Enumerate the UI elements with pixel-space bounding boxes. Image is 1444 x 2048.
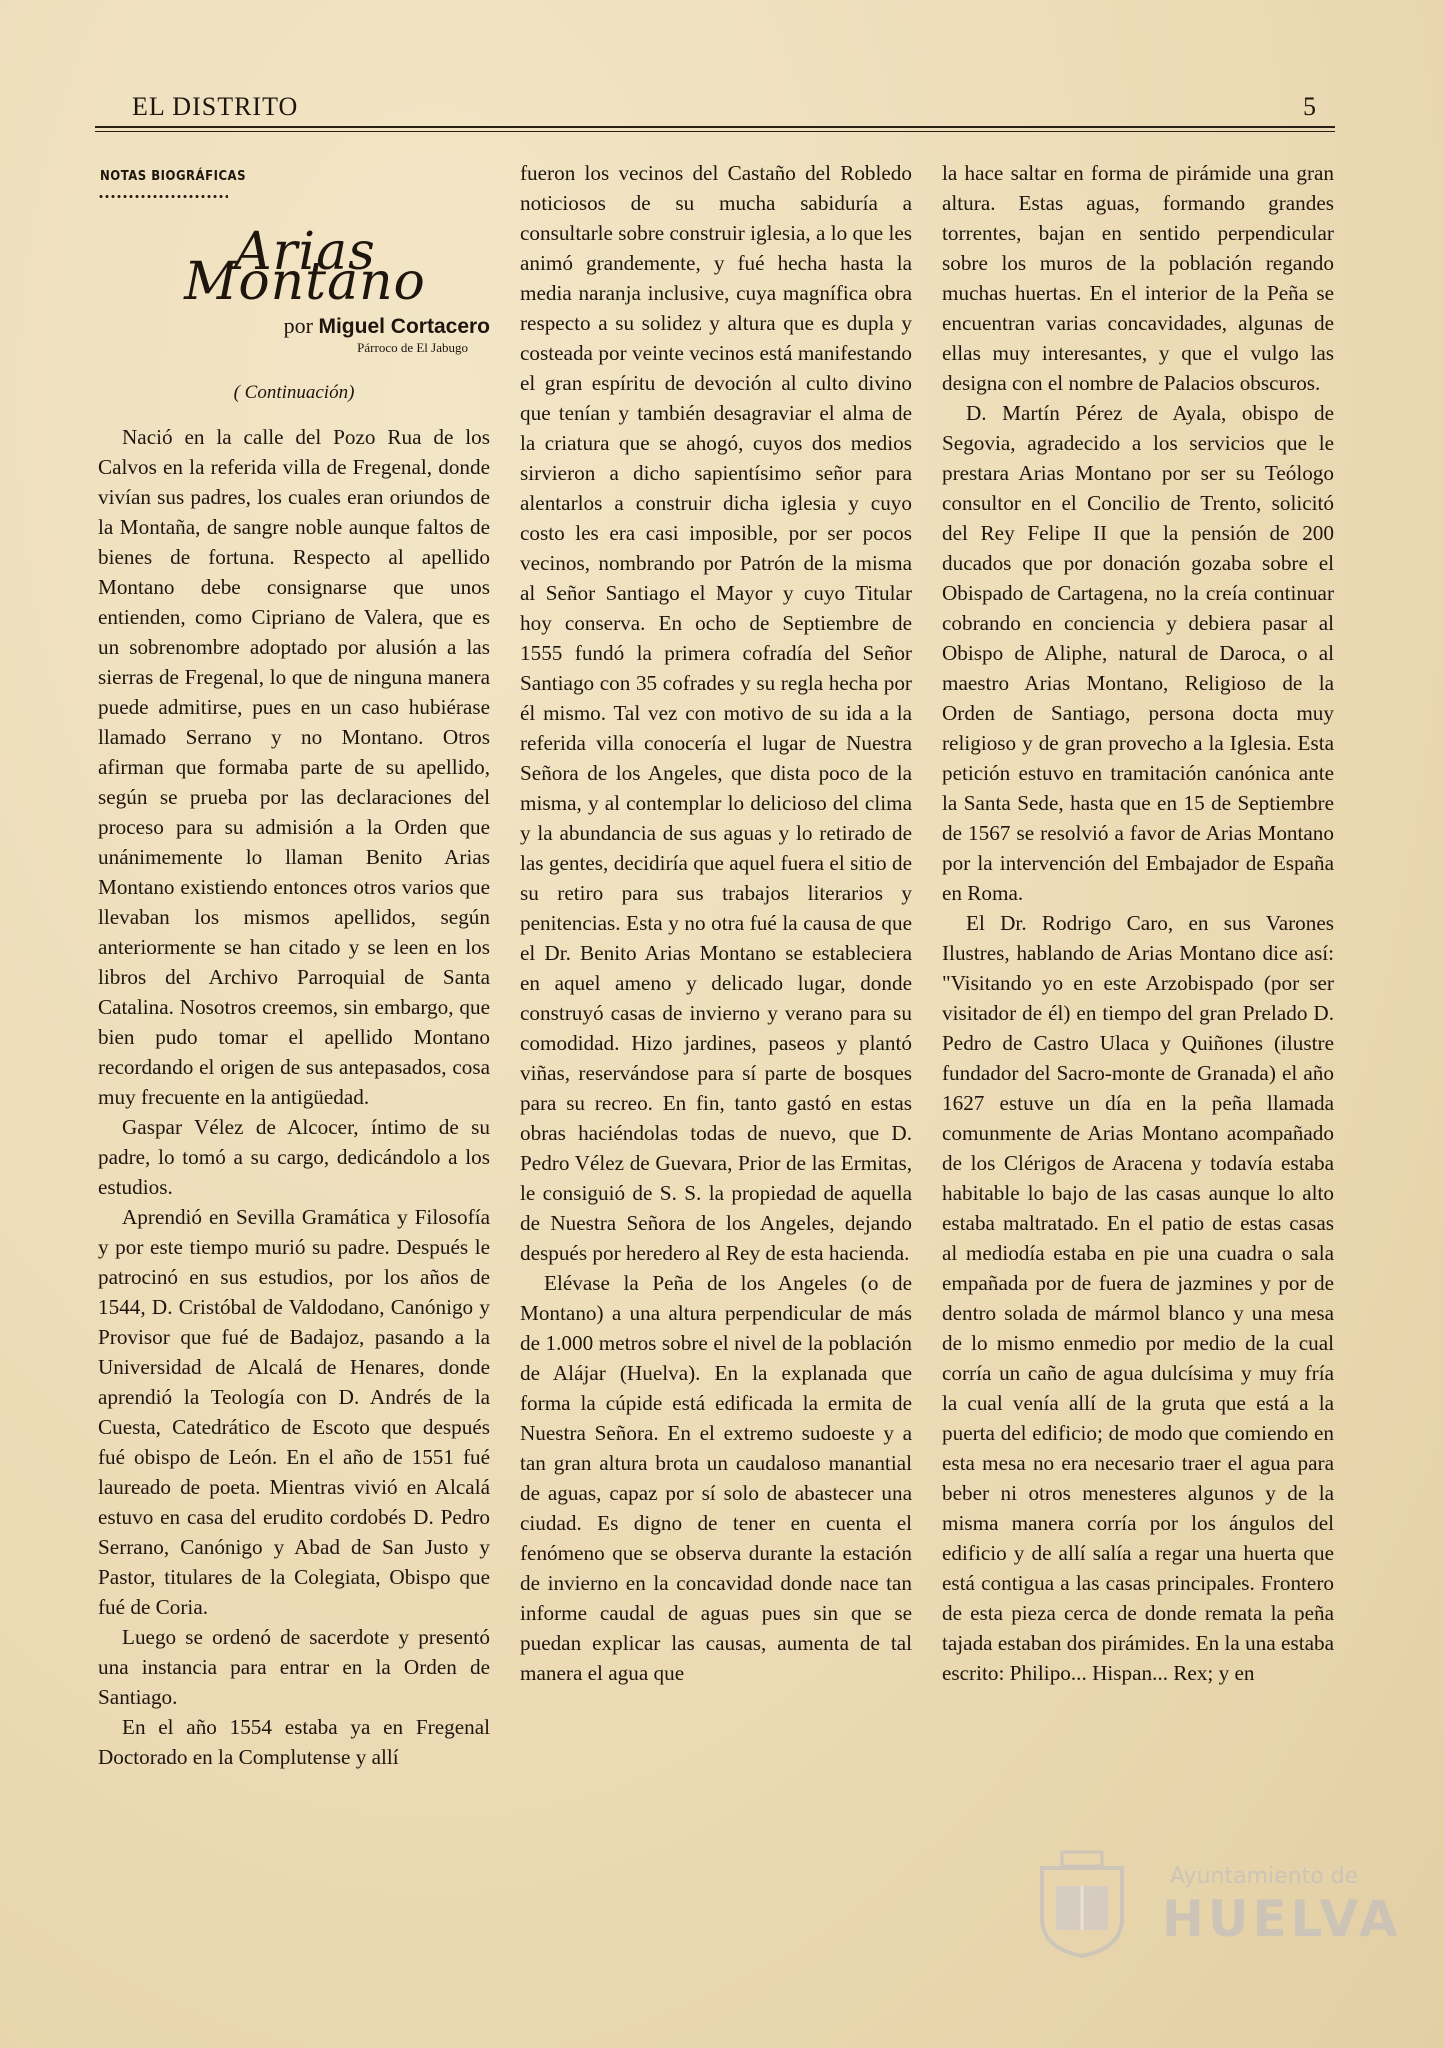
publication-title: EL DISTRITO [132,92,299,121]
header-rule [95,126,1335,128]
continuation-note: ( Continuación) [233,382,355,403]
paragraph: Elévase la Peña de los Angeles (o de Montano) a una altura perpendicular de más de 1.000 metros sobre el nivel de la población de Alájar (Huelva). En la explanada que forma la cúpide está edificada la ermita de Nuestra Señora. En el extremo sudoeste y a tan gran altura brota un caudaloso manantial de aguas, capaz por sí solo de abastecer una ciudad. Es digno de tener en cuenta el fenómeno que se observa durante la estación de invierno en la concavidad donde nace tan informe caudal de aguas pues sin que se puedan explicar las causas, aumenta de tal manera el agua que [520,1271,912,1685]
paragraph: En el año 1554 estaba ya en Fregenal Doctorado en la Complutense y allí [98,1715,490,1769]
column-2 [520,158,912,1688]
header-rule-thin [95,131,1335,132]
section-tag-underline [98,194,228,199]
author-name: Miguel Cortacero [318,315,490,338]
paragraph: Aprendió en Sevilla Gramática y Filosofía y por este tiempo murió su padre. Después le patrocinó en sus estudios, por los años de 1544, D. Cristóbal de Valdodano, Canónigo y Provisor que fué de Badajoz, pasando a la Universidad de Alcalá de Henares, donde aprendió la Teología con D. Andrés de la Cuesta, Catedrático de Escoto que después fué obispo de León. En el año de 1551 fué laureado de poeta. Mientras vivió en Alcalá estuvo en casa del erudito cordobés D. Pedro Serrano, Canónigo y Abad de San Justo y Pastor, titulares de la Colegiata, Obispo que fué de Coria. [98,1205,490,1619]
watermark [1032,1848,1402,1958]
paragraph: Gaspar Vélez de Alcocer, íntimo de su padre, lo tomó a su cargo, dedicándolo a los estudios. [98,1115,490,1199]
paragraph: El Dr. Rodrigo Caro, en sus Varones Ilustres, hablando de Arias Montano dice así: "Visitando yo en este Arzobispado (por ser visitador de él) en tiempo del gran Prelado D. Pedro de Castro Ulaca y Quiñones (ilustre fundador del Sacro-monte de Granada) el año 1627 estuve un día en la peña llamada comunmente de Arias Montano acompañado de los Clérigos de Aracena y todavía estaba habitable lo bajo de las casas aunque lo alto estaba maltratado. En el patio de estas casas al mediodía estaba en pie una cuadra o sala empañada por de fuera de jazmines y por de dentro solada de mármol blanco y una mesa de lo mismo enmedio por medio de la cual corría un caño de agua dulcísima y muy fría la cual venía allí de la gruta que está a la puerta del edificio; de modo que comiendo en esta mesa no era necesario traer el agua para beber ni otros menesteres algunos y de la misma manera corría por los ángulos del edificio y de allí salía a regar una huerta que está contigua a las casas principales. Frontero de esta pieza cerca de donde remata la peña tajada estaban dos pirámides. En la una estaba escrito: Philipo... Hispan... Rex; y en [942,911,1334,1685]
page-number: 5 [1303,92,1316,121]
byline-prefix: por [283,313,313,338]
paragraph: fueron los vecinos del Castaño del Robledo noticiosos de su mucha sabiduría a consultarle sobre construir iglesia, a lo que les animó grandemente, y fué hecha hasta la media naranja inclusive, cuya magnífica obra respecto a su solidez y altura que es dupla y costeada por veinte vecinos está manifestando el gran espíritu de devoción al culto divino que tenían y también desagraviar el alma de la criatura que se ahogó, cuyos dos medios sirvieron a dicho sapientísimo señor para alentarlos a construir dicha iglesia y cuyo costo les era casi imposible, por ser pocos vecinos, nombrando por Patrón de la misma al Señor Santiago el Mayor y cuyo Titular hoy conserva. En ocho de Septiembre de 1555 fundó la primera cofradía del Señor Santiago con 35 cofrades y su regla hecha por él mismo. Tal vez con motivo de su ida a la referida villa conocería el lugar de Nuestra Señora de los Angeles, que dista poco de la misma, y al contemplar lo delicioso del clima y la abundancia de sus aguas y lo retirado de las gentes, decidiría que aquel fuera el sitio de su retiro para sus trabajos literarios y penitencias. Esta y no otra fué la causa de que el Dr. Benito Arias Montano se estableciera en aquel ameno y delicado lugar, donde construyó casas de invierno y verano para su comodidad. Hizo jardines, paseos y plantó viñas, reservándose para sí parte de bosques para su recreo. En fin, tanto gastó en estas obras haciéndolas todas de nuevo, que D. Pedro Vélez de Guevara, Prior de las Ermitas, le consiguió de S. S. la propiedad de aquella de Nuestra Señora de los Angeles, dejando después por heredero al Rey de esta hacienda. [520,161,912,1265]
city-shield-icon [1032,1848,1132,1958]
article-title: Arias Montano [184,222,426,312]
column-3 [942,158,1334,1688]
paragraph: Nació en la calle del Pozo Rua de los Calvos en la referida villa de Fregenal, donde vivían sus padres, los cuales eran oriundos de la Montaña, de sangre noble aunque faltos de bienes de fortuna. Respecto al apellido Montano debe consignarse que unos entienden, como Cipriano de Valera, que es un sobrenombre adoptado por alusión a las sierras de Fregenal, lo que de ninguna manera puede admitirse, pues en un caso hubiérase llamado Serrano y no Montano. Otros afirman que formaba parte de su apellido, según se prueba por las declaraciones del proceso para su admisión a la Orden que unánimemente lo llaman Benito Arias Montano existiendo entonces otros varios que llevaban los mismos apellidos, según anteriormente se han citado y se leen en los libros del Archivo Parroquial de Santa Catalina. Nosotros creemos, sin embargo, que bien pudo tomar el apellido Montano recordando el origen de sus antepasados, cosa muy frecuente en la antigüedad. [98,425,490,1109]
watermark-line-1: Ayuntamiento de [1170,1864,1359,1889]
page-header [98,92,1334,128]
column-1 [98,158,490,1772]
section-tag: NOTAS BIOGRÁFICAS [100,169,246,184]
paragraph: la hace saltar en forma de pirámide una gran altura. Estas aguas, formando grandes torrentes, bajan en sentido perpendicular sobre los muros de la población regando muchas huertas. En el interior de la Peña se encuentran varias concavidades, algunas de ellas muy interesantes, y que el vulgo las designa con el nombre de Palacios obscuros. [942,161,1334,395]
byline [98,313,490,340]
paragraph: D. Martín Pérez de Ayala, obispo de Segovia, agradecido a los servicios que le prestara Arias Montano por ser su Teólogo consultor en el Concilio de Trento, solicitó del Rey Felipe II que la pensión de 200 ducados que por donación gozaba sobre el Obispado de Cartagena, no la creía continuar cobrando en conciencia y debiera pasar al Obispo de Aliphe, natural de Daroca, o al maestro Arias Montano, Religioso de la Orden de Santiago, persona docta muy religioso y de gran provecho a la Iglesia. Esta petición estuvo en tramitación canónica ante la Santa Sede, hasta que en 15 de Septiembre de 1567 se resolvió a favor de Arias Montano por la intervención del Embajador de España en Roma. [942,401,1334,905]
author-role: Párroco de El Jabugo [357,340,468,355]
paragraph: Luego se ordenó de sacerdote y presentó una instancia para entrar en la Orden de Santiago. [98,1625,490,1709]
watermark-line-2: HUELVA [1162,1890,1402,1948]
